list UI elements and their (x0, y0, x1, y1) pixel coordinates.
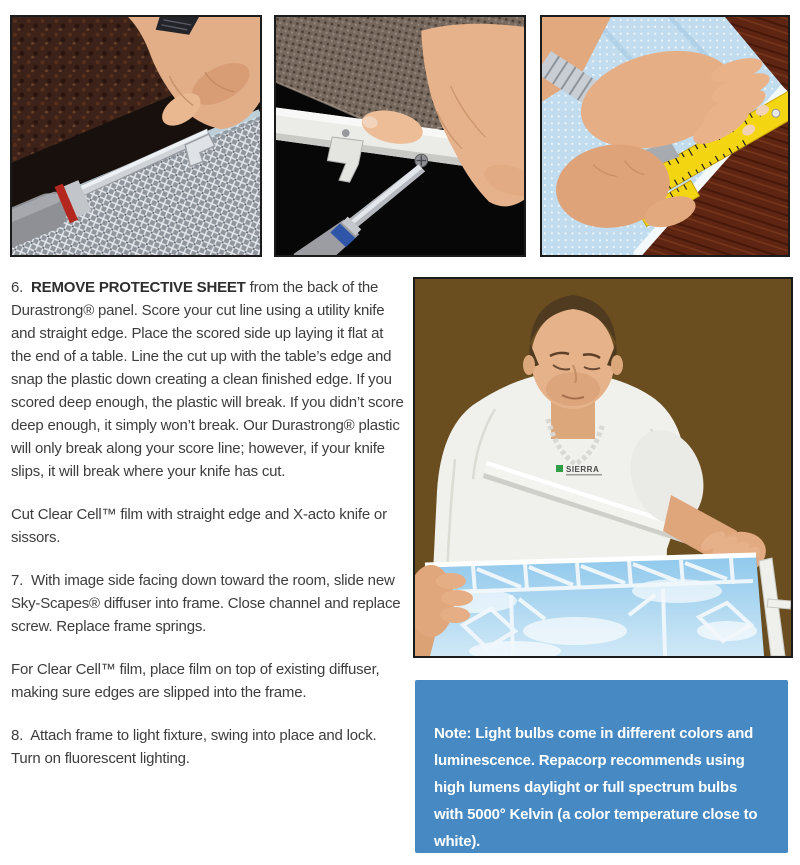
screw (415, 154, 428, 167)
note-box (415, 680, 788, 853)
photo-snap-panel (10, 15, 262, 257)
instructions-text (11, 276, 407, 790)
remove-screw-illustration (276, 17, 524, 255)
photo-measure-panel (540, 15, 790, 257)
shirt-logo-text: SIERRA (566, 465, 600, 474)
for-clear-cell-paragraph: For Clear Cell™ film, place film on top of existing diffuser, making sure edges are slipped into the frame. (11, 661, 384, 701)
photo-slide-diffuser (413, 277, 793, 658)
step-6-heading: REMOVE PROTECTIVE SHEET (31, 279, 246, 296)
measure-panel-illustration (542, 17, 788, 255)
step-7-paragraph: 7. With image side facing down toward the room, slide new Sky-Scapes® diffuser into frame. Close channel and replace screw. Replace frame springs. (11, 572, 405, 635)
step-6-paragraph (11, 276, 407, 483)
step-8-paragraph: 8. Attach frame to light fixture, swing into place and lock. Turn on fluorescent lighting. (11, 727, 381, 767)
slide-diffuser-illustration (415, 279, 791, 656)
step-6-body: from the back of the Durastrong® panel. Score your cut line using a utility knife and straight edge. Place the scored side up laying it flat at the end of a table. Line the cut up with the table’s edge and snap the plastic down creating a clean finished edge. If you scored deep enough, the plastic will break. If you didn’t score deep enough, it simply won’t break. Our Durastrong® plastic will only break along your score line; however, if your knife slips, it will break where your knife has cut. (11, 279, 408, 480)
step-6-number: 6. (11, 279, 32, 296)
snap-panel-illustration (12, 17, 260, 255)
sky-diffuser-panel (415, 555, 764, 656)
photo-remove-screw (274, 15, 526, 257)
note-text: Note: Light bulbs come in different colors and luminescence. Repacorp recommends using high lumens daylight or full spectrum bulbs with 5000° Kelvin (a color temperature close to white). (434, 725, 762, 850)
cut-clear-cell-paragraph: Cut Clear Cell™ film with straight edge and X-acto knife or sissors. (11, 506, 391, 546)
